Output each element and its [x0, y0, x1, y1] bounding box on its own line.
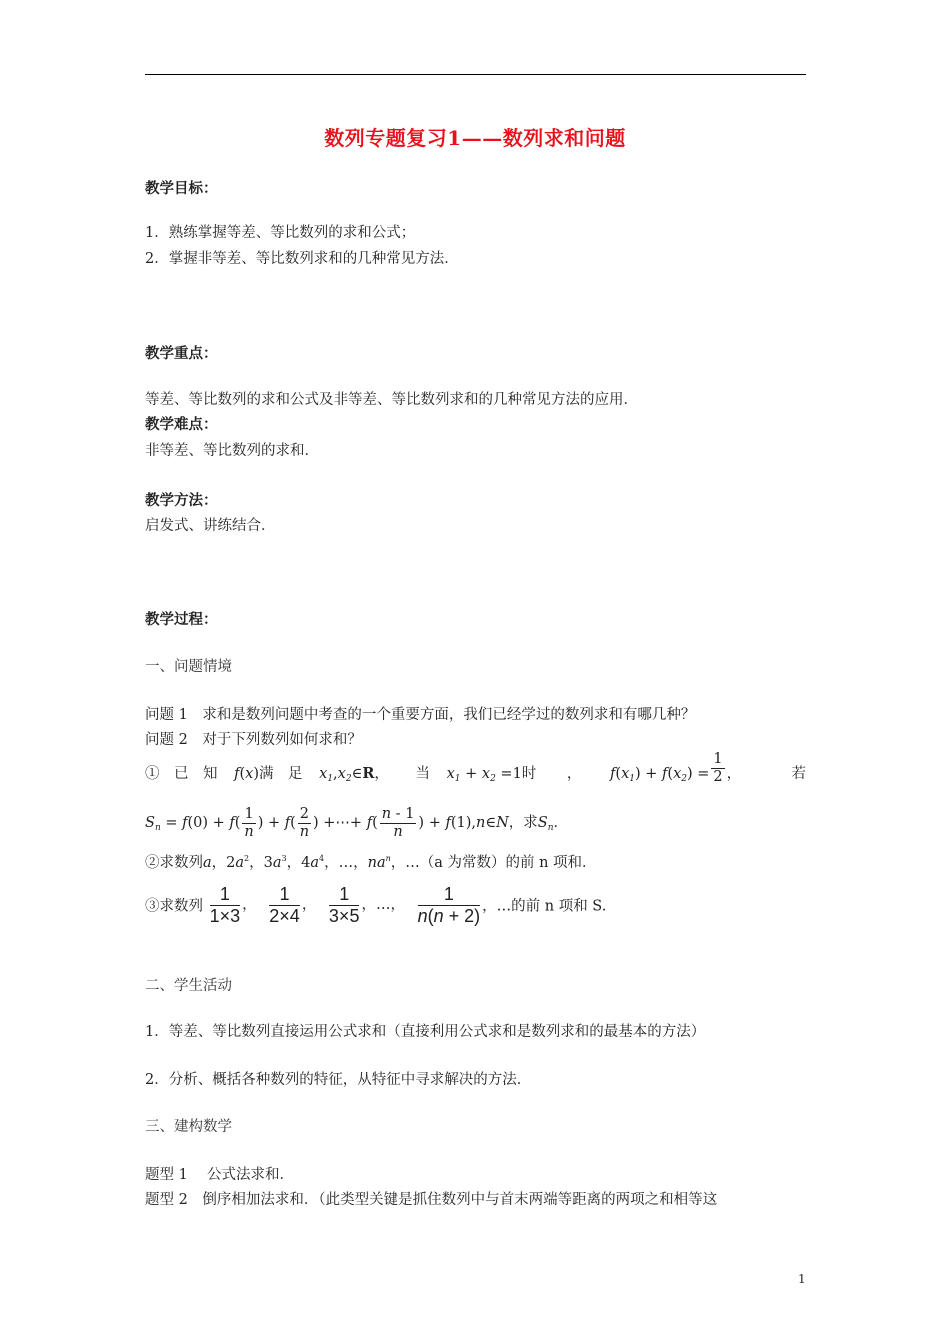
goal-item-1: 1．熟练掌握等差、等比数列的求和公式； — [145, 225, 416, 241]
question-2: 问题 2 对于下列数列如何求和？ — [145, 732, 362, 748]
section2-heading: 二、学生活动 — [145, 978, 232, 994]
question-1: 问题 1 求和是数列问题中考查的一个重要方面，我们已经学过的数列求和有哪几种？ — [145, 707, 696, 723]
type-2: 题型 2 倒序相加法求和．（此类型关键是抓住数列中与首末两端等距离的两项之和相等这 — [145, 1192, 718, 1208]
problem-1-sum: $S_n = f(0) + f$( $\frac{1}{n}$ ) + f( $\frac{2}{n}$ ) +⋯+ f( $\frac{n - 1}{n}$ ) + f(1),n∈N，求$S_n$． — [145, 806, 568, 840]
problem-3: ③求数列 $\frac{1}{1\times 3}$ ， $\frac{1}{2\times 4}$ ， $\frac{1}{3\times 5}$ ，…， $\frac{1}{n(n + 2)}$ ，…的前 n 项和 S. — [145, 884, 607, 926]
page-number: 1 — [798, 1272, 806, 1286]
key-points-text: 等差、等比数列的求和公式及非等差、等比数列求和的几种常见方法的应用． — [145, 392, 638, 408]
activity-2: 2．分析、概括各种数列的特征，从特征中寻求解决的方法． — [145, 1072, 532, 1088]
problem-2: ②求数列a，$2a^2$，$3a^3$，$4a^4$，…，$na^n$，…（a 为常数）的前 n 项和． — [145, 854, 597, 871]
process-heading: 教学过程： — [145, 611, 218, 628]
document-title: 数列专题复习1——数列求和问题 — [324, 126, 626, 150]
goal-item-2: 2．掌握非等差、等比数列求和的几种常见方法． — [145, 251, 459, 267]
difficulties-heading: 教学难点： — [145, 416, 218, 433]
method-heading: 教学方法： — [145, 492, 218, 509]
goals-heading: 教学目标： — [145, 180, 218, 197]
difficulties-text: 非等差、等比数列的求和． — [145, 443, 319, 459]
type-1: 题型 1 公式法求和． — [145, 1167, 294, 1183]
method-text: 启发式、讲练结合． — [145, 518, 276, 534]
activity-1: 1．等差、等比数列直接运用公式求和（直接利用公式求和是数列求和的最基本的方法） — [145, 1024, 706, 1040]
key-points-heading: 教学重点： — [145, 345, 218, 362]
section1-heading: 一、问题情境 — [145, 659, 232, 675]
header-rule — [145, 74, 806, 75]
problem-1-condition: ① 已 知 f(x)满 足 $x_1,x_2\in R$， 当 $x_1 + x_2 =1$时 ， $f(x_1) + f(x_2)$ = $\frac{1}{2}$ ， 若 — [145, 750, 806, 785]
section3-heading: 三、建构数学 — [145, 1119, 232, 1135]
